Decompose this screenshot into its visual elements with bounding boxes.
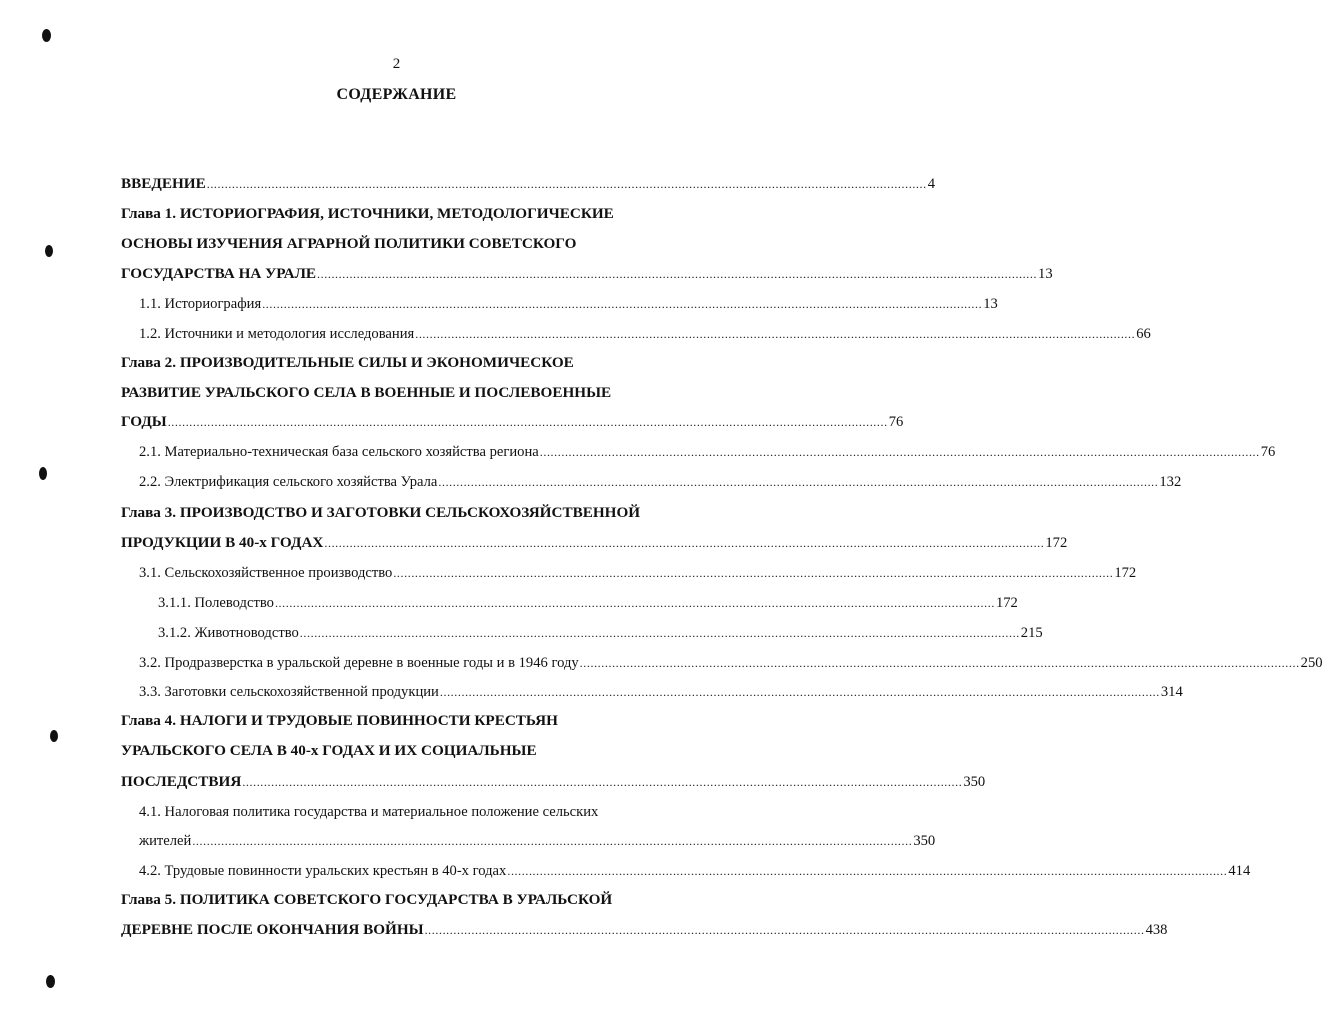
- toc-entry-4-1-line1: [139, 801, 598, 823]
- toc-entry-text: Глава 4. НАЛОГИ И ТРУДОВЫЕ ПОВИННОСТИ КРЕСТЬЯН: [121, 712, 558, 729]
- toc-page-number: 76: [1260, 444, 1276, 460]
- toc-entry-4-2[interactable]: [139, 860, 1251, 882]
- toc-entry-text: 3.2. Продразверстка в уральской деревне в военные годы и в 1946 году: [139, 655, 579, 671]
- dot-leader: ........................................................................................................................................................................................................: [507, 864, 1228, 878]
- toc-entry-3-1-1[interactable]: [158, 592, 1018, 614]
- toc-chapter-4-line1: [121, 710, 558, 732]
- toc-entry-text: Глава 5. ПОЛИТИКА СОВЕТСКОГО ГОСУДАРСТВА В УРАЛЬСКОЙ: [121, 891, 613, 908]
- toc-page-number: 13: [1038, 266, 1053, 282]
- toc-entry-text: 2.1. Материально-техническая база сельского хозяйства региона: [139, 444, 539, 460]
- toc-chapter-5-line1: [121, 889, 612, 911]
- toc-page-number: 414: [1228, 863, 1251, 879]
- dot-leader: ........................................................................................................................................................................................................: [438, 475, 1159, 489]
- toc-entry-chapter-4[interactable]: [121, 771, 986, 793]
- dot-leader: ........................................................................................................................................................................................................: [206, 177, 927, 191]
- toc-entry-text: Глава 1. ИСТОРИОГРАФИЯ, ИСТОЧНИКИ, МЕТОДОЛОГИЧЕСКИЕ: [121, 205, 614, 222]
- toc-chapter-1-line2: [121, 233, 576, 255]
- toc-entry-text: ОСНОВЫ ИЗУЧЕНИЯ АГРАРНОЙ ПОЛИТИКИ СОВЕТСКОГО: [121, 235, 577, 252]
- dot-leader: ........................................................................................................................................................................................................: [167, 415, 888, 429]
- toc-entry-chapter-3[interactable]: [121, 532, 1068, 554]
- scan-speck: [39, 467, 47, 480]
- toc-entry-4-1[interactable]: [139, 830, 936, 852]
- toc-entry-2-1[interactable]: [139, 441, 1276, 463]
- toc-entry-text: ПОСЛЕДСТВИЯ: [121, 773, 242, 790]
- toc-entry-text: ГОДЫ: [121, 413, 167, 430]
- toc-page-number: 66: [1136, 326, 1151, 342]
- scan-speck: [46, 975, 55, 988]
- toc-entry-3-1[interactable]: [139, 562, 1137, 584]
- dot-leader: ........................................................................................................................................................................................................: [317, 267, 1038, 281]
- toc-entry-chapter-2[interactable]: [121, 411, 904, 433]
- dot-leader: ........................................................................................................................................................................................................: [324, 536, 1045, 550]
- toc-entry-intro[interactable]: [121, 173, 936, 195]
- toc-entry-chapter-5[interactable]: [121, 919, 1168, 941]
- toc-entry-text: РАЗВИТИЕ УРАЛЬСКОГО СЕЛА В ВОЕННЫЕ И ПОСЛЕВОЕННЫЕ: [121, 384, 612, 401]
- dot-leader: ........................................................................................................................................................................................................: [274, 596, 995, 610]
- toc-chapter-1-line1: [121, 203, 614, 225]
- toc-page-number: 172: [1114, 565, 1137, 581]
- toc-entry-chapter-1[interactable]: [121, 263, 1053, 285]
- toc-page-number: 350: [913, 833, 936, 849]
- toc-page-number: 438: [1145, 922, 1168, 938]
- dot-leader: ........................................................................................................................................................................................................: [539, 445, 1260, 459]
- dot-leader: ........................................................................................................................................................................................................: [439, 685, 1160, 699]
- toc-entry-text: жителей: [139, 833, 192, 849]
- toc-entry-text: ВВЕДЕНИЕ: [121, 175, 206, 192]
- toc-page-number: 172: [1045, 535, 1068, 551]
- toc-entry-1-2[interactable]: [139, 323, 1151, 345]
- scan-speck: [45, 245, 53, 257]
- scan-speck: [42, 29, 51, 42]
- toc-page-number: 13: [983, 296, 998, 312]
- toc-entry-3-1-2[interactable]: [158, 622, 1043, 644]
- dot-leader: ........................................................................................................................................................................................................: [192, 834, 913, 848]
- dot-leader: ........................................................................................................................................................................................................: [299, 626, 1020, 640]
- toc-entry-3-3[interactable]: [139, 681, 1183, 703]
- toc-page-number: 350: [963, 774, 986, 790]
- toc-entry-2-2[interactable]: [139, 471, 1182, 493]
- toc-entry-text: ПРОДУКЦИИ В 40-х ГОДАХ: [121, 534, 324, 551]
- dot-leader: ........................................................................................................................................................................................................: [415, 327, 1136, 341]
- toc-page-number: 4: [927, 176, 936, 192]
- toc-entry-text: ГОСУДАРСТВА НА УРАЛЕ: [121, 265, 317, 282]
- dot-leader: ........................................................................................................................................................................................................: [242, 775, 963, 789]
- toc-entry-text: 4.2. Трудовые повинности уральских крестьян в 40-х годах: [139, 863, 507, 879]
- page-number: 2: [392, 56, 401, 72]
- toc-entry-text: ДЕРЕВНЕ ПОСЛЕ ОКОНЧАНИЯ ВОЙНЫ: [121, 921, 424, 938]
- toc-entry-3-2[interactable]: [139, 652, 1323, 674]
- toc-chapter-2-line1: [121, 352, 574, 374]
- toc-entry-text: 4.1. Налоговая политика государства и материальное положение сельских: [139, 804, 599, 820]
- scan-speck: [50, 730, 58, 742]
- dot-leader: ........................................................................................................................................................................................................: [262, 297, 983, 311]
- toc-entry-text: 2.2. Электрификация сельского хозяйства Урала: [139, 474, 438, 490]
- toc-page-number: 76: [888, 414, 904, 430]
- toc-entry-text: 3.1. Сельскохозяйственное производство: [139, 565, 393, 581]
- toc-page-number: 215: [1020, 625, 1043, 641]
- toc-entry-text: Глава 3. ПРОИЗВОДСТВО И ЗАГОТОВКИ СЕЛЬСКОХОЗЯЙСТВЕННОЙ: [121, 504, 641, 521]
- toc-entry-text: 3.1.2. Животноводство: [158, 625, 299, 641]
- dot-leader: ........................................................................................................................................................................................................: [393, 566, 1114, 580]
- toc-entry-text: 1.2. Источники и методология исследования: [139, 326, 415, 342]
- toc-page-number: 172: [995, 595, 1018, 611]
- toc-entry-text: Глава 2. ПРОИЗВОДИТЕЛЬНЫЕ СИЛЫ И ЭКОНОМИЧЕСКОЕ: [121, 354, 574, 371]
- toc-entry-1-1[interactable]: [139, 293, 998, 315]
- toc-entry-text: УРАЛЬСКОГО СЕЛА В 40-х ГОДАХ И ИХ СОЦИАЛЬНЫЕ: [121, 742, 537, 759]
- toc-chapter-2-line2: [121, 382, 611, 404]
- dot-leader: ........................................................................................................................................................................................................: [579, 656, 1300, 670]
- toc-entry-text: 3.3. Заготовки сельскохозяйственной продукции: [139, 684, 439, 700]
- toc-page-number: 132: [1159, 474, 1182, 490]
- toc-entry-text: 1.1. Историография: [139, 296, 262, 312]
- toc-page-number: 314: [1160, 684, 1183, 700]
- toc-chapter-4-line2: [121, 740, 537, 762]
- toc-entry-text: 3.1.1. Полеводство: [158, 595, 274, 611]
- dot-leader: ........................................................................................................................................................................................................: [424, 923, 1145, 937]
- toc-page-number: 250: [1300, 655, 1323, 671]
- toc-chapter-3-line1: [121, 502, 640, 524]
- page-title: СОДЕРЖАНИЕ: [336, 86, 457, 103]
